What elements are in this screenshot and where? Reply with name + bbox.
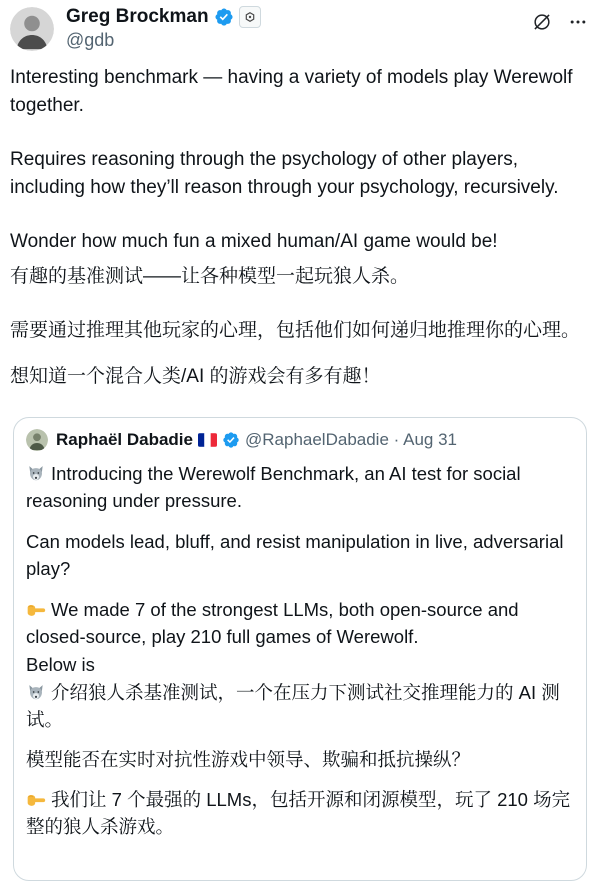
- quoted-separator: ·: [393, 430, 400, 449]
- affiliate-badge-icon[interactable]: [239, 6, 261, 28]
- wolf-face-icon: [26, 464, 46, 484]
- french-flag-icon: [198, 433, 217, 447]
- tweet-paragraph: 有趣的基准测试——让各种模型一起玩狼人杀。: [10, 266, 410, 287]
- avatar[interactable]: [10, 7, 54, 51]
- wolf-face-icon: [26, 683, 46, 703]
- author-handle[interactable]: @gdb: [66, 30, 115, 50]
- avatar-photo: [10, 7, 54, 51]
- quoted-paragraph: We made 7 of the strongest LLMs, both open-source and closed-source, play 210 full games of Werewolf.: [26, 599, 519, 647]
- quoted-paragraph: Below is: [26, 654, 95, 675]
- more-icon[interactable]: [568, 12, 588, 32]
- tweet-paragraph: Interesting benchmark — having a variety of models play Werewolf together.: [10, 67, 573, 116]
- quoted-header: [26, 429, 574, 451]
- tweet-header: [10, 6, 590, 51]
- quoted-avatar[interactable]: [26, 429, 48, 451]
- quoted-paragraph: 我们让 7 个最强的 LLMs，包括开源和闭源模型，玩了 210 场完整的狼人杀游戏。: [26, 789, 571, 837]
- quoted-tweet-card[interactable]: [13, 417, 587, 881]
- author-display-name[interactable]: Greg Brockman: [66, 6, 209, 27]
- verified-badge-icon: [222, 431, 240, 449]
- verified-badge-icon: [214, 7, 234, 27]
- tweet-paragraph: 想知道一个混合人类/AI 的游戏会有多有趣！: [10, 366, 381, 387]
- author-name-row: [66, 6, 261, 28]
- quoted-paragraph: Can models lead, bluff, and resist manipulation in live, adversarial play?: [26, 531, 564, 579]
- point-right-icon: [26, 790, 46, 810]
- quoted-paragraph: Introducing the Werewolf Benchmark, an AI test for social reasoning under pressure.: [26, 463, 521, 511]
- quoted-date: Aug 31: [403, 430, 458, 449]
- tweet-text: [10, 64, 590, 391]
- tweet-paragraph: Requires reasoning through the psychology of other players, including how they’ll reason through your psychology, recursively.: [10, 149, 559, 198]
- quoted-handle[interactable]: @RaphaelDabadie: [245, 430, 389, 449]
- tweet-paragraph: 需要通过推理其他玩家的心理，包括他们如何递归地推理你的心理。: [10, 320, 581, 341]
- quoted-display-name[interactable]: Raphaël Dabadie: [56, 430, 193, 449]
- quoted-text: [26, 460, 574, 840]
- point-right-icon: [26, 600, 46, 620]
- tweet-paragraph: Wonder how much fun a mixed human/AI game would be!: [10, 231, 498, 252]
- quoted-meta: [245, 430, 457, 450]
- quoted-paragraph: 模型能否在实时对抗性游戏中领导、欺骗和抵抗操纵？: [26, 749, 471, 770]
- grok-icon[interactable]: [532, 12, 552, 32]
- tweet-actions: [532, 6, 590, 32]
- quoted-paragraph: 介绍狼人杀基准测试，一个在压力下测试社交推理能力的 AI 测试。: [26, 682, 560, 730]
- author-block: [66, 6, 261, 51]
